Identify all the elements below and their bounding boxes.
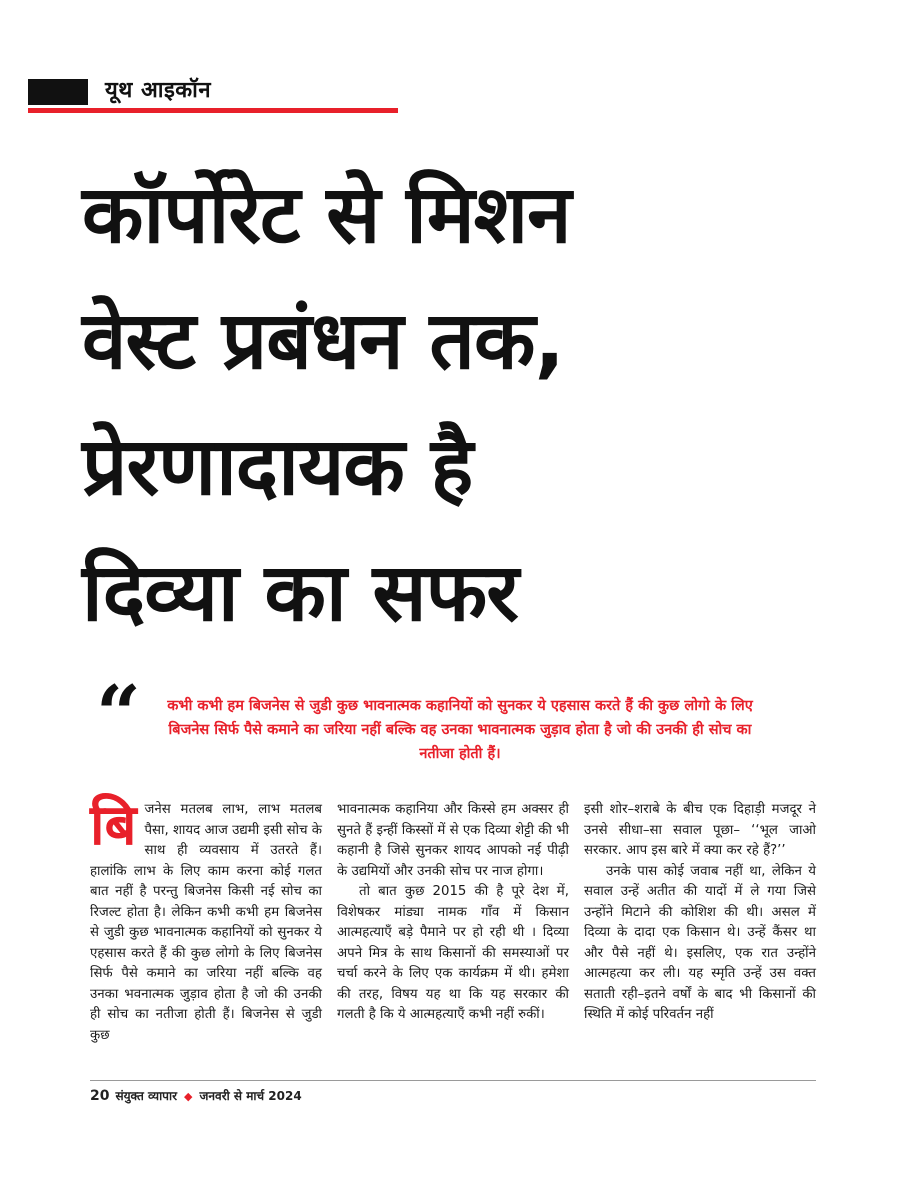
article-column-1: [90, 793, 322, 1046]
headline-line: वेस्ट प्रबंधन तक,: [82, 294, 564, 387]
headline-line: प्रेरणादायक है: [82, 420, 473, 513]
article-paragraph: उनके पास कोई जवाब नहीं था, लेकिन ये सवाल उन्हें अतीत की यादों में ले गया जिसे उन्होंने मिटाने की कोशिश की थी। असल में दिव्या के दादा एक किसान थे। उन्हें कैंसर था और पैसे नहीं थे। इसलिए, एक रात उन्होंने आत्महत्या कर ली। यह स्मृति उन्हें उस वक्त सताती रही–इतने वर्षों के बाद भी किसानों की स्थिति में कोई परिवर्तन नहीं: [584, 863, 816, 1022]
article-paragraph: भावनात्मक कहानिया और किस्से हम अक्सर ही सुनते हैं इन्हीं किस्सों में से एक दिव्या शेट्टी की भी कहानी है जिसे सुनकर शायद आपको नई पीढ़ी के उद्यमियों और उनकी सोच पर नाज होगा।: [337, 802, 569, 879]
article-column-3: [584, 800, 816, 1026]
article-paragraph: इसी शोर–शराबे के बीच एक दिहाड़ी मजदूर ने उनसे सीधा–सा सवाल पूछा– ‘‘भूल जाओ सरकार. आप इस बारे में क्या कर रहे हैं?’’: [584, 802, 816, 858]
article-body: [90, 793, 816, 1062]
quote-mark-icon: “: [96, 669, 141, 760]
section-underline: [28, 108, 398, 113]
section-bar-block: [28, 79, 88, 105]
headline-line: कॉर्पोरेट से मिशन: [82, 168, 571, 261]
publication-name: संयुक्त व्यापार: [115, 1089, 178, 1103]
drop-cap: बि: [90, 793, 137, 858]
page-number: 20: [90, 1088, 110, 1104]
section-label: यूथ आइकॉन: [105, 78, 212, 103]
article-paragraph: तो बात कुछ 2015 की है पूरे देश में, विशेषकर मांड्या नामक गाँव में किसान आत्महत्याएँ बड़े पैमाने पर हो रही थी । दिव्या अपने मित्र के साथ किसानों की समस्याओं पर चर्चा करने के लिए एक कार्यक्रम में थी। हमेशा की तरह, विषय यह था कि यह सरकार की गलती है कि ये आत्महत्याएँ कभी नहीं रुकीं।: [337, 884, 569, 1022]
headline-line: दिव्या का सफर: [82, 546, 519, 639]
article-paragraph-text: जनेस मतलब लाभ, लाभ मतलब पैसा, शायद आज उद्यमी इसी सोच के साथ ही व्यवसाय में उतरते हैं। हालांकि लाभ के लिए काम करना कोई गलत बात नहीं है परन्तु बिजनेस किसी नई सोच का रिजल्ट होता है। लेकिन कभी कभी हम बिजनेस से जुडी कुछ भावनात्मक कहानियों को सुनकर ये एहसास करते हैं की कुछ लोगो के लिए बिजनेस सिर्फ पैसे कमाने का जरिया नहीं बल्कि वह उनका भवनात्मक जुड़ाव होता है जो की उनकी ही सोच का नतीजा होती हैं। बिजनेस से जुडी कुछ: [90, 802, 322, 1043]
article-column-2: [337, 800, 569, 1026]
article-paragraph: [90, 793, 322, 1046]
headline: [82, 152, 882, 656]
page-footer: [90, 1087, 302, 1106]
footer-rule: [90, 1080, 816, 1081]
issue-date: जनवरी से मार्च 2024: [199, 1089, 302, 1103]
pullquote: कभी कभी हम बिजनेस से जुडी कुछ भावनात्मक कहानियों को सुनकर ये एहसास करते हैं की कुछ लोगो के लिए बिजनेस सिर्फ पैसे कमाने का जरिया नहीं बल्कि वह उनका भावनात्मक जुड़ाव होता है जो की उनकी ही सोच का नतीजा होती हैं।: [167, 698, 753, 762]
diamond-icon: ◆: [184, 1090, 193, 1103]
